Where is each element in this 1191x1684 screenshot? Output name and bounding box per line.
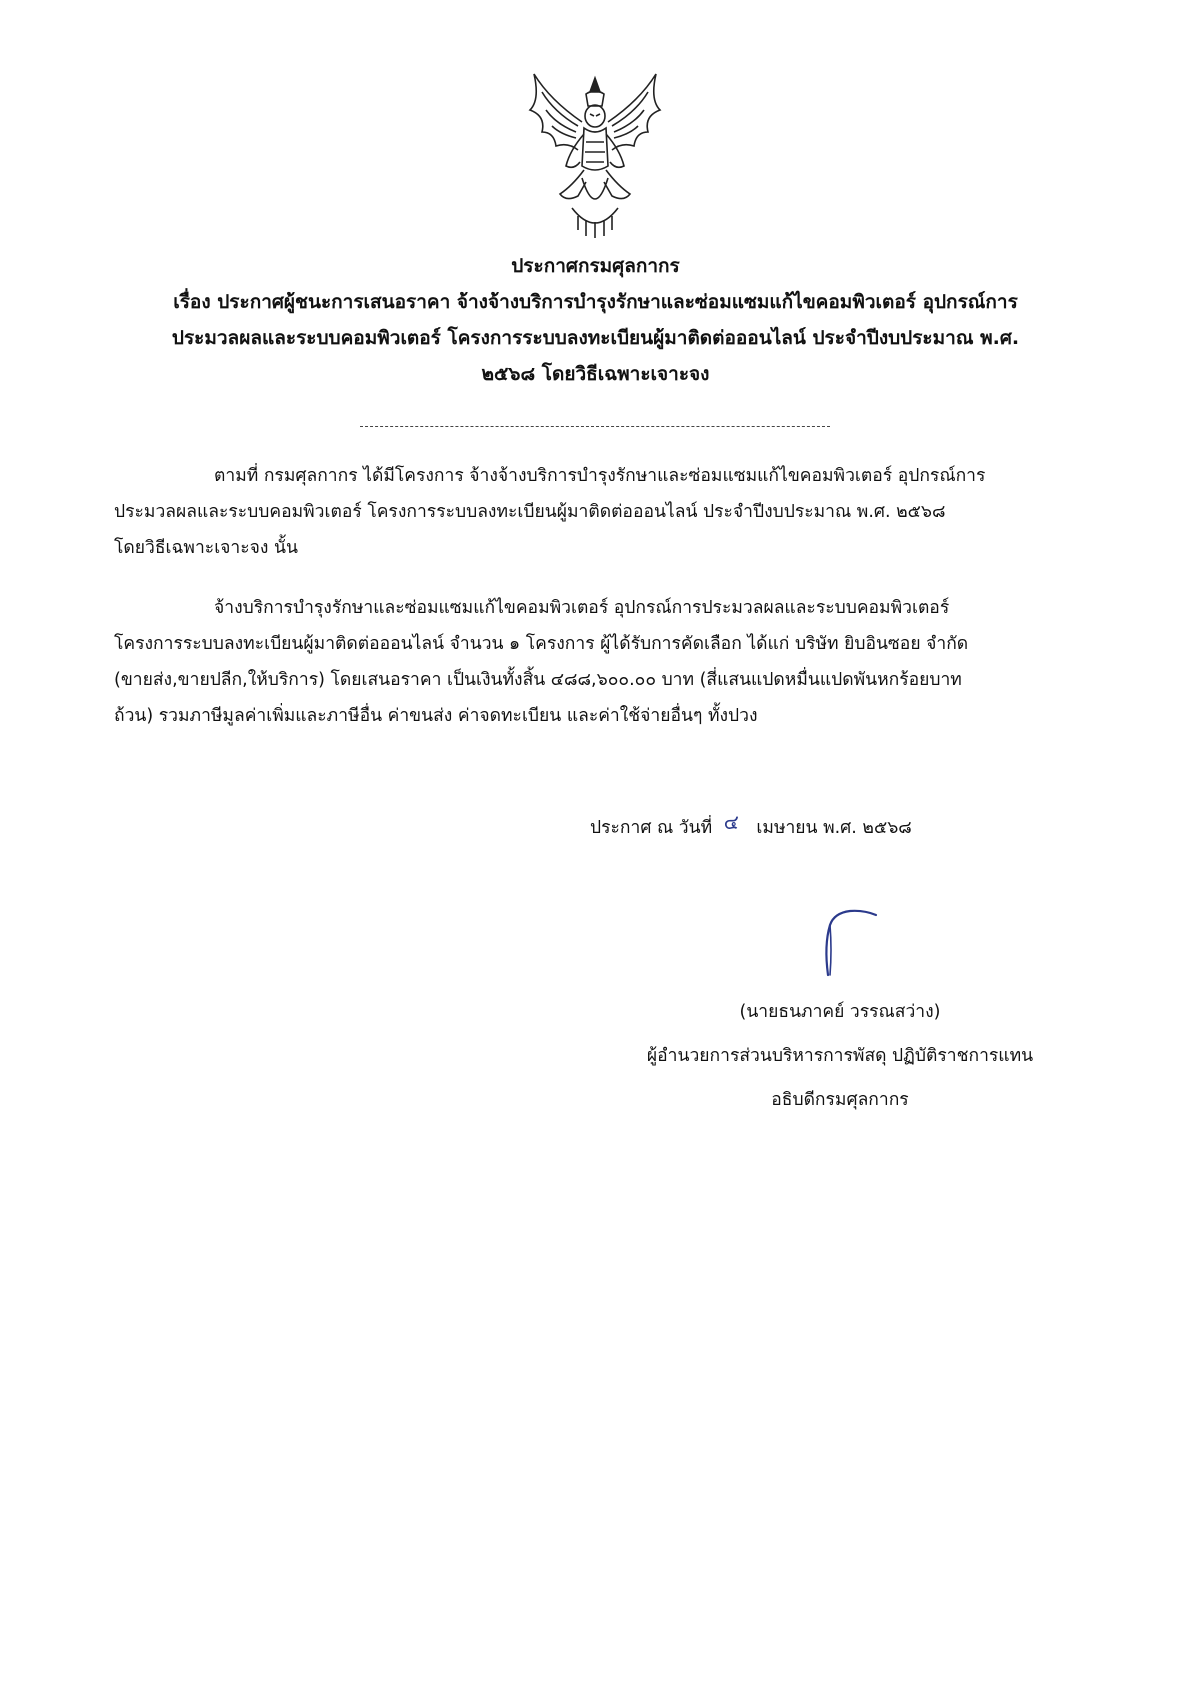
body-paragraph-2 [114, 590, 1074, 734]
paragraph2-line-2: โครงการระบบลงทะเบียนผู้มาติดต่อออนไลน์ จำนวน ๑ โครงการ ผู้ได้รับการคัดเลือก ได้แก่ บริษัท ยิบอินซอย จำกัด [114, 634, 969, 654]
announcement-date [590, 810, 912, 842]
paragraph2-line-3: (ขายส่ง,ขายปลีก,ให้บริการ) โดยเสนอราคา เป็นเงินทั้งสิ้น ๔๘๘,๖๐๐.๐๐ บาท (สี่แสนแปดหมื่นแปดพันหกร้อยบาท [114, 670, 962, 690]
announcement-header [110, 248, 1081, 392]
signatory-position: ผู้อำนวยการส่วนบริหารการพัสดุ ปฏิบัติราชการแทน [646, 1046, 1034, 1066]
body-paragraph-1 [114, 458, 1074, 566]
date-prefix: ประกาศ ณ วันที่ [590, 818, 713, 838]
paragraph1-line-2: ประมวลผลและระบบคอมพิวเตอร์ โครงการระบบลงทะเบียนผู้มาติดต่อออนไลน์ ประจำปีงบประมาณ พ.ศ. ๒๕๖๘ [114, 502, 946, 522]
signatory-block [600, 990, 1080, 1122]
subject-line-3: ๒๕๖๘ โดยวิธีเฉพาะเจาะจง [481, 363, 710, 385]
date-month-year: เมษายน พ.ศ. ๒๕๖๘ [756, 818, 912, 838]
paragraph2-line-4: ถ้วน) รวมภาษีมูลค่าเพิ่มและภาษีอื่น ค่าขนส่ง ค่าจดทะเบียน และค่าใช้จ่ายอื่นๆ ทั้งปวง [114, 706, 758, 726]
separator-line [360, 426, 830, 427]
date-day-handwritten: ๔ [723, 810, 739, 834]
subject-line-2: ประมวลผลและระบบคอมพิวเตอร์ โครงการระบบลงทะเบียนผู้มาติดต่อออนไลน์ ประจำปีงบประมาณ พ.ศ. [171, 327, 1020, 349]
paragraph1-line-3: โดยวิธีเฉพาะเจาะจง นั้น [114, 538, 298, 558]
signatory-on-behalf: อธิบดีกรมศุลกากร [771, 1090, 909, 1110]
paragraph2-line-1: จ้างบริการบำรุงรักษาและซ่อมแซมแก้ไขคอมพิวเตอร์ อุปกรณ์การประมวลผลและระบบคอมพิวเตอร์ [214, 598, 950, 618]
subject-line-1: เรื่อง ประกาศผู้ชนะการเสนอราคา จ้างจ้างบริการบำรุงรักษาและซ่อมแซมแก้ไขคอมพิวเตอร์ อุปกรณ์การ [173, 291, 1018, 313]
signature-icon [820, 905, 880, 980]
agency-title: ประกาศกรมศุลกากร [511, 255, 680, 277]
garuda-emblem-icon [520, 70, 670, 240]
signatory-name: (นายธนภาคย์ วรรณสว่าง) [739, 1002, 941, 1022]
paragraph1-line-1: ตามที่ กรมศุลกากร ได้มีโครงการ จ้างจ้างบริการบำรุงรักษาและซ่อมแซมแก้ไขคอมพิวเตอร์ อุปกรณ์การ [214, 466, 986, 486]
